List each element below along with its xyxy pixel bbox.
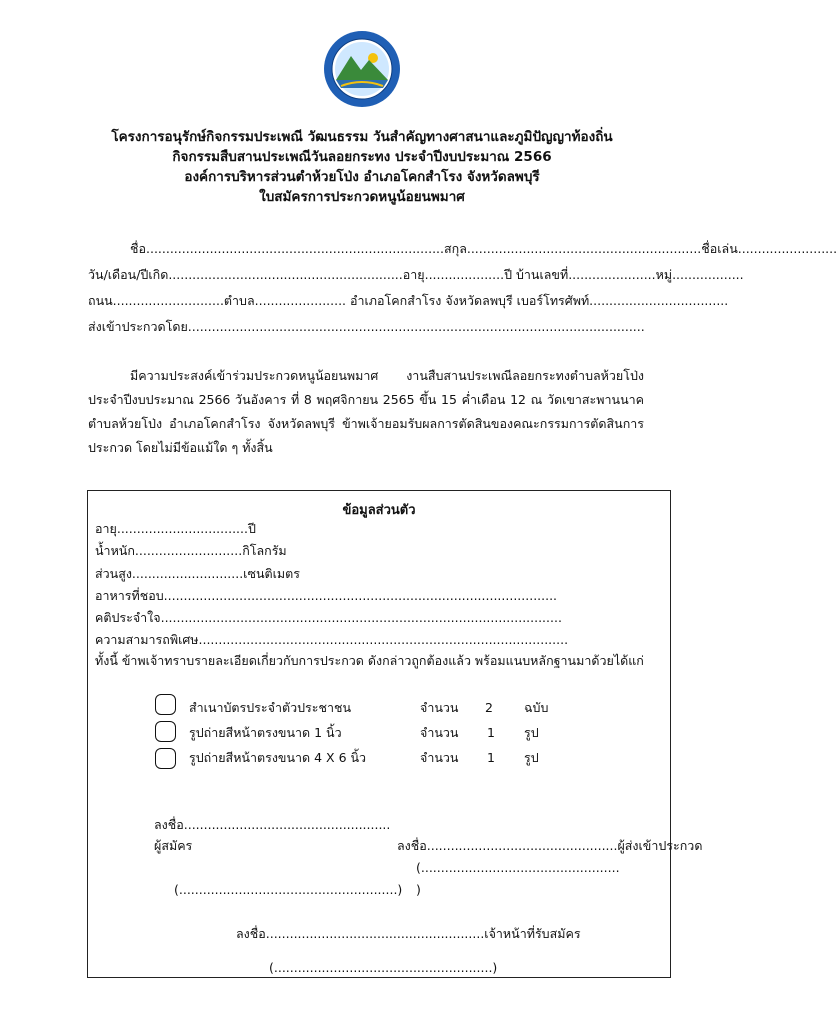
attachment-qty-label: จำนวน [420, 725, 459, 740]
talent-field[interactable]: ความสามารถพิเศษ............................................................................................. [95, 632, 569, 647]
name-field-row[interactable]: ชื่อ...........................................................................สกุล...........................................................ชื่อเล่น......................... [130, 241, 837, 256]
birthdate-field-row[interactable]: วัน/เดือน/ปีเกิด...........................................................อายุ....................ปี บ้านเลขที่......................หมู่.................. [88, 267, 744, 282]
attachment-label-photo-4x6: รูปถ่ายสีหน้าตรงขนาด 4 X 6 นิ้ว [189, 750, 367, 765]
attachment-qty: 2 [485, 700, 493, 715]
checkbox-id-card[interactable] [155, 694, 176, 715]
project-title: โครงการอนุรักษ์กิจกรรมประเพณี วัฒนธรรม วันสำคัญทางศาสนาและภูมิปัญญาท้องถิ่น [111, 129, 613, 145]
form-title: ใบสมัครการประกวดหนูน้อยนพมาศ [259, 189, 465, 205]
attachment-unit: รูป [524, 750, 539, 765]
staff-name-line[interactable]: (.......................................................) [269, 960, 498, 975]
checkbox-photo-1inch[interactable] [155, 721, 176, 742]
age-field[interactable]: อายุ.................................ปี [95, 521, 256, 536]
checkbox-photo-4x6[interactable] [155, 748, 176, 769]
weight-field[interactable]: น้ำหนัก...........................กิโลกรัม [95, 543, 287, 558]
attachment-label-id-card: สำเนาบัตรประจำตัวประชาชน [189, 700, 351, 715]
activity-title: กิจกรรมสืบสานประเพณีวันลอยกระทง ประจำปีงบประมาณ 2566 [172, 149, 552, 165]
address-field-row[interactable]: ถนน............................ตำบล....................... อำเภอโคกสำโรง จังหวัดลพบุรี เบอร์โทรศัพท์................................... [88, 293, 729, 308]
sender-signature-line[interactable]: ลงชื่อ................................................ผู้ส่งเข้าประกวด [397, 838, 703, 853]
sender-name-line[interactable]: (.................................................. [416, 860, 620, 875]
height-field[interactable]: ส่วนสูง............................เซนติเมตร [95, 566, 300, 581]
motto-field[interactable]: คติประจำใจ..................................................................................................... [95, 610, 562, 625]
declaration-text: มีความประสงค์เข้าร่วมประกวดหนูน้อยนพมาศ งานสืบสานประเพณีลอยกระทงตำบลห้วยโป่ง ประจำปีงบประมาณ 2566 วันอังคาร ที่ 8 พฤศจิกายน 2565 ขึ้น 15 ค่ำเดือน 12 ณ วัดเขาสะพานนาค ตำบลห้วยโป่ง อำเภอโคกสำโรง จังหวัดลพบุรี ข้าพเจ้ายอมรับผลการตัดสินของคณะกรรมการตัดสินการประกวด โดยไม่มีข้อแม้ใด ๆ ทั้งสิ้น [88, 368, 644, 455]
attachment-statement: ทั้งนี้ ข้าพเจ้าทราบรายละเอียดเกี่ยวกับการประกวด ดังกล่าวถูกต้องแล้ว พร้อมแนบหลักฐานมาด้วยได้แก่ [95, 653, 644, 668]
applicant-role-label: ผู้สมัคร [154, 838, 193, 853]
attachment-qty-label: จำนวน [420, 700, 459, 715]
organization-seal-logo [323, 30, 401, 108]
sender-name-close: ) [416, 882, 421, 897]
attachment-qty-label: จำนวน [420, 750, 459, 765]
declaration-paragraph [88, 364, 644, 460]
organization-title: องค์การบริหารส่วนตำห้วยโป่ง อำเภอโคกสำโรง จังหวัดลพบุรี [184, 169, 540, 185]
sender-field-row[interactable]: ส่งเข้าประกวดโดย................................................................................................................... [88, 319, 645, 334]
attachment-unit: รูป [524, 725, 539, 740]
box-title: ข้อมูลส่วนตัว [342, 503, 416, 518]
staff-signature-line[interactable]: ลงชื่อ.......................................................เจ้าหน้าที่รับสมัคร [236, 926, 581, 941]
attachment-label-photo-1inch: รูปถ่ายสีหน้าตรงขนาด 1 นิ้ว [189, 725, 342, 740]
applicant-name-line[interactable]: (.......................................................) [174, 882, 403, 897]
attachment-qty: 1 [487, 725, 495, 740]
attachment-unit: ฉบับ [524, 700, 549, 715]
applicant-signature-line[interactable]: ลงชื่อ.................................................... [154, 817, 391, 832]
favorite-food-field[interactable]: อาหารที่ชอบ................................................................................................... [95, 588, 558, 603]
attachment-qty: 1 [487, 750, 495, 765]
personal-info-box [87, 490, 703, 978]
